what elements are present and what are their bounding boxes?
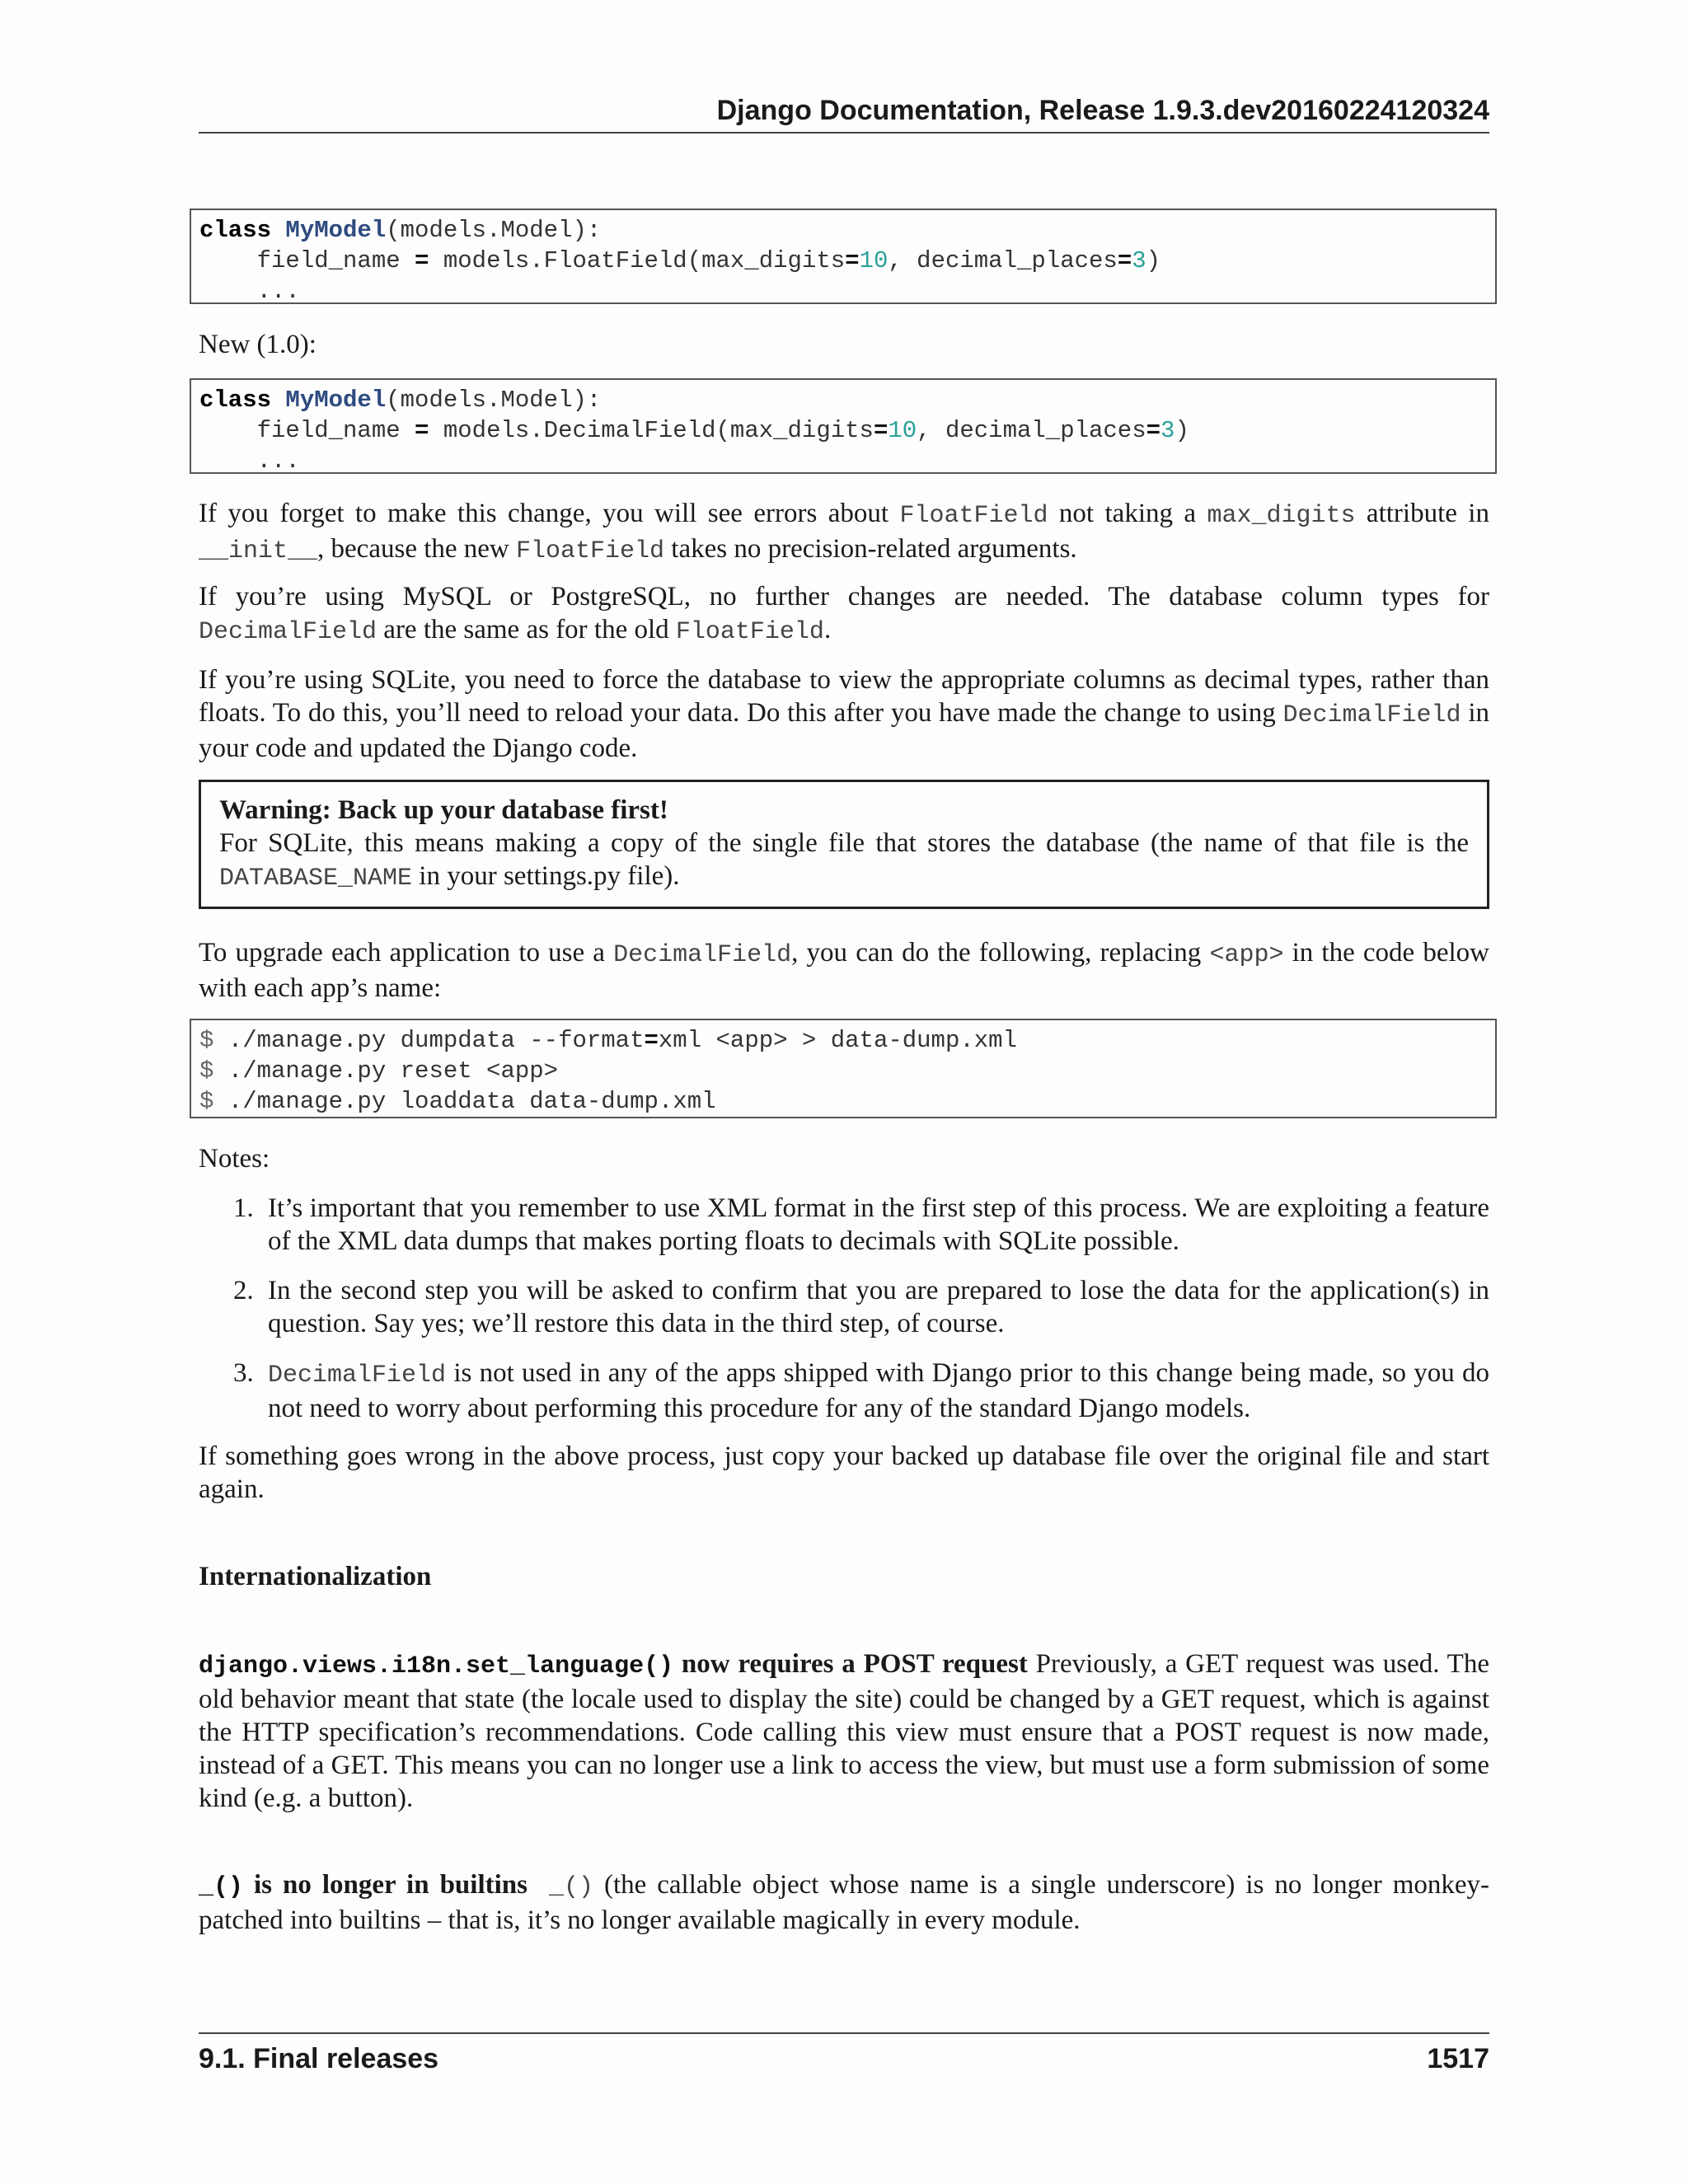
warning-body [219,827,1469,895]
code-text: ./manage.py reset <app> [213,1057,559,1085]
code-text: field_name [199,417,415,444]
code-operator: = [644,1027,659,1054]
code-text: ) [1146,247,1161,274]
code-operator: = [845,247,860,274]
text: attribute in [1355,499,1489,528]
code-text: models.FloatField(max_digits [429,247,846,274]
code-text: ... [199,278,300,305]
code-text: field_name [199,247,415,274]
text: not taking a [1048,499,1207,528]
text: For SQLite, this means making a copy of the single file that stores the database (the name of that file is the [219,828,1469,858]
inline-code: <app> [1209,941,1284,969]
warning-admonition [199,780,1489,909]
page-number: 1517 [1427,2043,1489,2074]
text: If you forget to make this change, you will see errors about [199,499,900,528]
list-number: 2. [233,1276,254,1305]
list-item-text: is not used in any of the apps shipped with Django prior to this change being made, so you do not need to worry about performing this procedure for any of the standard Django models. [268,1358,1489,1423]
text: If you’re using SQLite, you need to force the database to view the appropriate columns as decimal types, rather than floats. To do this, you’ll need to reload your data. Do this after you have made the change to using [199,665,1489,728]
list-item-text: It’s important that you remember to use XML format in the first step of this process. We are exploiting a feature of the XML data dumps that makes porting floats to decimals with SQLite possible. [268,1193,1489,1256]
code-text: , decimal_places [917,417,1146,444]
paragraph-floatfield-errors [199,497,1489,568]
new-version-label: New (1.0): [199,330,316,359]
paragraph-something-wrong: If something goes wrong in the above process, just copy your backed up database file over the original file and start again. [199,1441,1489,1504]
shell-prompt: $ [199,1088,214,1115]
code-keyword: class [199,387,272,414]
inline-code: DecimalField [1282,701,1461,729]
inline-code: FloatField [675,618,824,646]
paragraph-set-language [199,1647,1489,1815]
inline-code: DecimalField [199,618,377,646]
code-class-name: MyModel [285,217,387,244]
paragraph-heading: now requires a POST request [673,1649,1028,1679]
shell-prompt: $ [199,1057,214,1085]
code-operator: = [415,417,429,444]
code-block-shell [190,1019,1497,1118]
code-text: , decimal_places [888,247,1118,274]
code-text: ./manage.py dumpdata --format [213,1027,645,1054]
text: , because the new [317,534,517,564]
text: takes no precision-related arguments. [664,534,1077,564]
text: are the same as for the old [377,615,676,644]
code-text: ./manage.py loaddata data-dump.xml [213,1088,716,1115]
code-block-old-model [190,209,1497,304]
page-footer [199,2032,1489,2077]
text: in your code and updated the Django code. [199,698,1489,763]
shell-prompt: $ [199,1027,214,1054]
notes-list [199,1192,1489,1441]
text: , you can do the following, replacing [791,938,1210,968]
inline-code: _() [548,1873,593,1901]
text: in your settings.py file). [412,861,680,891]
code-number: 3 [1160,417,1175,444]
list-item [199,1274,1489,1340]
inline-code: django.views.i18n.set_language() [199,1652,674,1680]
inline-code: _() [199,1873,244,1901]
text: Previously, a GET request was used. The old behavior meant that state (the locale used to display the site) could be changed by a GET request, which is against the HTTP specification’s recommendations. Code calling this view must ensure that a POST request is now made, instead of a GET. This means you can no longer use a link to access the view, but must use a form submission of some kind (e.g. a button). [199,1649,1489,1813]
paragraph-upgrade [199,936,1489,1005]
section-title-internationalization: Internationalization [199,1562,432,1591]
text: in the code below with each app’s name: [199,938,1489,1003]
code-operator: = [1146,417,1161,444]
code-keyword: class [199,217,272,244]
code-number: 10 [859,247,889,274]
text: If you’re using MySQL or PostgreSQL, no further changes are needed. The database column types for [199,582,1489,612]
list-item [199,1357,1489,1425]
paragraph-builtins [199,1868,1489,1937]
inline-code: DecimalField [268,1361,447,1390]
code-operator: = [415,247,429,274]
footer-section: 9.1. Final releases [199,2043,439,2074]
code-operator: = [873,417,889,444]
notes-label: Notes: [199,1144,270,1174]
page-header [199,92,1489,134]
code-text: ) [1175,417,1189,444]
inline-code: DATABASE_NAME [219,865,413,893]
text: To upgrade each application to use a [199,938,614,968]
inline-code: FloatField [899,502,1048,530]
list-number: 1. [233,1193,254,1223]
code-text: xml <app> > data-dump.xml [658,1027,1017,1054]
text: (the callable object whose name is a single underscore) is no longer monkey-patched into builtins – that is, it’s no longer available magically in every module. [199,1870,1489,1935]
code-text: (models.Model): [386,217,602,244]
code-block-new-model [190,378,1497,474]
code-text: ... [199,448,300,475]
paragraph-mysql-postgres [199,580,1489,649]
warning-title: Warning: Back up your database first! [219,795,668,825]
paragraph-heading: is no longer in builtins [243,1870,528,1900]
list-number: 3. [233,1358,254,1388]
header-title: Django Documentation, Release 1.9.3.dev20160224120324 [716,95,1489,126]
paragraph-sqlite [199,663,1489,765]
list-item [199,1192,1489,1258]
code-number: 3 [1132,247,1146,274]
text: . [823,615,832,644]
inline-code: FloatField [516,537,665,565]
code-text: (models.Model): [386,387,602,414]
inline-code: __init__ [199,537,318,565]
code-text: models.DecimalField(max_digits [429,417,874,444]
inline-code: DecimalField [613,941,792,969]
list-item-text: In the second step you will be asked to confirm that you are prepared to lose the data for the application(s) in question. Say yes; we’ll restore this data in the third step, of course. [268,1276,1489,1338]
inline-code: max_digits [1207,502,1356,530]
code-class-name: MyModel [285,387,387,414]
code-number: 10 [888,417,917,444]
code-operator: = [1117,247,1132,274]
